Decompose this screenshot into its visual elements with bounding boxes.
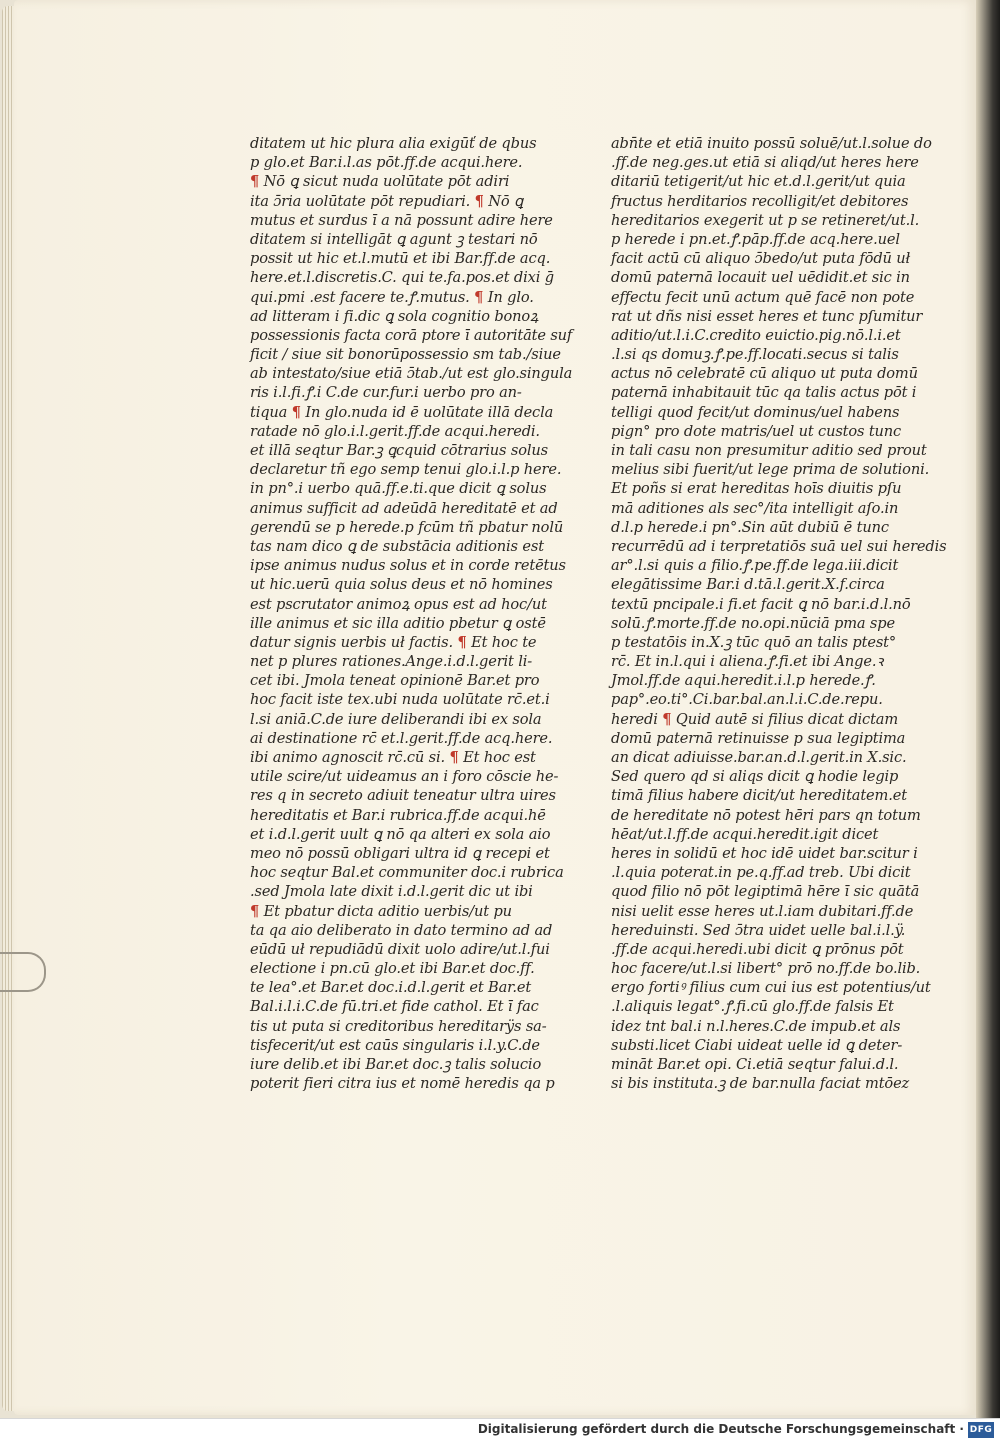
text-line: hēat/ut.l.ff.de acqui.heredit.igit dicet <box>611 825 879 843</box>
text-line: an dicat adiuisse.bar.an.d.l.gerit.in X.sic. <box>611 749 907 766</box>
text-line: si bis instituta.ꝫ de bar.nulla faciat mtōez <box>611 1075 910 1093</box>
text-line: pign° pro dote matris/uel ut custos tunc <box>611 422 902 440</box>
text-line: ergo fortiꝰ filius cum cui ius est potentius/ut <box>611 979 931 997</box>
text-line: Sed quero qd si aliqs dicit ꝗ hodie legip <box>611 768 899 786</box>
text-line: ratade nō glo.i.l.gerit.ff.de acqui.heredi. <box>250 422 540 440</box>
text-line: meo nō possū obligari ultra id ꝗ recepi et <box>250 844 550 862</box>
text-line: in pn°.i uerbo quā.ff.e.ti.que dicit ꝗ solus <box>250 480 547 498</box>
text-line: quod filio nō pōt legiptimā hēre ī sic quātā <box>611 883 920 901</box>
text-line: abn̄te et etiā inuito possū soluē/ut.l.solue do <box>611 135 932 152</box>
text-line: tiqua ¶ In glo.nuda id ē uolūtate illā decla <box>250 403 554 421</box>
text-line: et i.d.l.gerit uult ꝗ nō qa alteri ex sola aio <box>250 825 551 843</box>
text-line: mutus et surdus ī a nā possunt adire here <box>250 211 553 229</box>
text-line: ille animus et sic illa aditio pbetur ꝗ ostē <box>250 614 546 632</box>
text-line: mā aditiones als sec°/ita intelligit aſo.in <box>611 499 899 517</box>
text-line: rc̄. Et in.l.qui i aliena.ꝭ.fi.et ibi Ange.ꝛ <box>611 653 884 671</box>
text-line: ai destinatione rc̄ et.l.gerit.ff.de acq.here. <box>250 729 553 747</box>
text-line: aditio/ut.l.i.C.credito euictio.pig.nō.l.i.et <box>611 326 901 344</box>
text-line: idez tnt bal.i n.l.heres.C.de impub.et als <box>611 1017 901 1035</box>
text-line: possit ut hic et.l.mutū et ibi Bar.ff.de acq. <box>250 250 551 268</box>
text-line: et illā seqtur Bar.ꝫ ꝗcquid cōtrarius solus <box>250 442 548 459</box>
footer-credit: Digitalisierung gefördert durch die Deutsche Forschungsgemeinschaft · <box>477 1422 964 1436</box>
text-line: iure delib.et ibi Bar.et doc.ꝫ talis solucio <box>250 1056 542 1073</box>
text-line: here.et.l.discretis.C. qui te.fa.pos.et dixi ḡ <box>250 269 554 287</box>
text-line: ad litteram i fi.dic ꝗ sola cognitio bonoꝝ <box>250 307 539 325</box>
text-line: mināt Bar.et opi. Ci.etiā seqtur falui.d.l. <box>611 1056 899 1073</box>
text-line: melius sibi fuerit/ut lege prima de solutioni. <box>611 461 930 479</box>
text-line: Bal.i.l.i.C.de fū.tri.et fide cathol. Et ī fac <box>250 998 539 1016</box>
text-line: hereduinsti. Sed ɔ̄tra uidet uelle bal.i.l.ÿ. <box>611 921 906 939</box>
text-line: p testatōis in.X.ꝫ tūc quō an talis ptest° <box>611 633 897 651</box>
book-page <box>14 0 976 1415</box>
text-line: solū.ꝭ.morte.ff.de no.opi.nūciā pma spe <box>611 614 895 632</box>
text-line: res q in secreto adiuit teneatur ultra uires <box>250 787 556 805</box>
text-line: utile scire/ut uideamus an i foro cōscie he- <box>250 768 559 786</box>
text-line: ut hic.uerū quia solus deus et nō homines <box>250 576 553 594</box>
text-line: declaretur tñ ego semp tenui glo.i.l.p here. <box>250 461 562 479</box>
text-line: substi.licet Ciabi uideat uelle id ꝗ deter- <box>611 1036 903 1054</box>
text-line: heres in solidū et hoc idē uidet bar.scitur i <box>611 844 918 862</box>
text-line: p herede i pn.et.ꝭ.pāp.ff.de acq.here.uel <box>611 230 900 248</box>
text-line: hoc facere/ut.l.si libert° prō no.ff.de bo.lib. <box>611 960 921 978</box>
binding-edge <box>976 0 1000 1418</box>
left-text-column <box>250 134 573 1093</box>
text-line: ficit / siue sit bonorūpossessio sm tab./siue <box>250 346 561 364</box>
text-line: qui.pmi .est facere te.ꝭ.mutus. ¶ In glo. <box>250 288 534 306</box>
text-line: ris i.l.fi.ꝭ.i C.de cur.fur.i uerbo pro an- <box>250 384 522 402</box>
text-line: ita ɔ̄ria uolūtate pōt repudiari. ¶ Nō ꝗ <box>250 192 524 210</box>
text-line: actus nō celebratē cū aliquo ut puta domū <box>611 365 918 383</box>
text-line: pap°.eo.ti°.Ci.bar.bal.an.l.i.C.de.repu. <box>611 691 883 709</box>
footer-bar <box>0 1418 1000 1442</box>
text-line: heredi ¶ Quid autē si filius dicat dictam <box>611 710 899 728</box>
text-line: rat ut dñs nisi esset heres et tunc pſumitur <box>611 307 923 325</box>
text-line: tas nam dico ꝗ de substācia aditionis est <box>250 537 544 555</box>
text-line: facit actū cū aliquo ɔ̄bedo/ut puta fōdū uł <box>611 250 911 268</box>
text-line: ¶ Nō ꝗ sicut nuda uolūtate pōt adiri <box>250 173 510 191</box>
text-line: ar°.l.si quis a filio.ꝭ.pe.ff.de lega.iii.dicit <box>611 557 899 575</box>
text-line: ditariū tetigerit/ut hic et.d.l.gerit/ut quia <box>611 173 906 191</box>
text-line: datur signis uerbis uł factis. ¶ Et hoc te <box>250 633 537 651</box>
text-line: .l.si qs domuꝫ.ꝭ.pe.ff.locati.secus si talis <box>611 346 899 364</box>
text-line: elegātissime Bar.i d.tā.l.gerit.X.f.circa <box>611 576 885 594</box>
text-line: hoc facit iste tex.ubi nuda uolūtate rc̄.et.i <box>250 691 550 709</box>
text-line: net p plures rationes.Ange.i.d.l.gerit li- <box>250 653 533 671</box>
right-text-column <box>611 134 947 1093</box>
text-line: recurrēdū ad i terpretatiōs suā uel sui heredis <box>611 537 947 555</box>
text-line: te lea°.et Bar.et doc.i.d.l.gerit et Bar.et <box>250 979 532 997</box>
paper-clip <box>0 952 46 992</box>
text-line: ta qa aio deliberato in dato termino ad ad <box>250 921 553 939</box>
text-line: domū paternā retinuisse p sua legiptima <box>611 729 906 747</box>
text-line: .sed Jmola late dixit i.d.l.gerit dic ut ibi <box>250 883 533 901</box>
text-line: p glo.et Bar.i.l.as pōt.ff.de acqui.here. <box>250 154 523 172</box>
dfg-logo: DFG <box>968 1422 994 1438</box>
text-line: gerendū se p herede.p fcūm tñ pbatur nolū <box>250 518 564 536</box>
text-line: cet ibi. Jmola teneat opinionē Bar.et pro <box>250 672 540 690</box>
text-line: effectu fecit unū actum quē facē non pote <box>611 288 915 306</box>
text-line: nisi uelit esse heres ut.l.iam dubitari.ff.de <box>611 902 914 920</box>
text-line: possessionis facta corā ptore ī autoritāte suf <box>250 326 573 344</box>
text-line: ditatem ut hic plura alia exigūť de qbus <box>250 135 537 152</box>
text-line: Et poñs si erat hereditas hoīs diuitis pſu <box>611 480 902 498</box>
text-line: d.l.p herede.i pn°.Sin aūt dubiū ē tunc <box>611 518 889 536</box>
text-line: tisfecerit/ut est caūs singularis i.l.y.C.de <box>250 1036 540 1054</box>
text-line: .l.quia poterat.in pe.q.ff.ad treb. Ubi dicit <box>611 864 911 882</box>
text-line: eūdū uł repudiādū dixit uolo adire/ut.l.fui <box>250 940 550 958</box>
text-line: hereditatis et Bar.i rubrica.ff.de acqui.hē <box>250 806 546 824</box>
text-line: ditatem si intelligāt ꝗ agunt ꝫ testari nō <box>250 230 538 248</box>
text-line: domū paternā locauit uel uēdidit.et sic in <box>611 269 910 287</box>
text-line: .ff.de acqui.heredi.ubi dicit ꝗ prōnus pōt <box>611 940 904 958</box>
text-line: .l.aliquis legat°.ꝭ.fi.cū glo.ff.de falsis Et <box>611 998 894 1016</box>
text-line: textū pncipale.i fi.et facit ꝗ nō bar.i.d.l.nō <box>611 595 911 613</box>
text-line: poterit fieri citra ius et nomē heredis qa p <box>250 1075 555 1093</box>
text-line: ¶ Et pbatur dicta aditio uerbis/ut pu <box>250 902 512 920</box>
text-line: in tali casu non presumitur aditio sed prout <box>611 442 927 459</box>
text-line: hereditarios exegerit ut p se retineret/ut.l. <box>611 211 920 229</box>
text-line: hoc seqtur Bal.et communiter doc.i rubrica <box>250 864 564 882</box>
text-line: .ff.de neg.ges.ut etiā si aliqd/ut heres here <box>611 154 919 172</box>
text-line: telligi quod fecit/ut dominus/uel habens <box>611 403 900 421</box>
text-line: timā filius habere dicit/ut hereditatem.et <box>611 787 907 805</box>
text-line: electione i pn.cū glo.et ibi Bar.et doc.ff. <box>250 960 535 978</box>
text-line: ipse animus nudus solus et in corde retētus <box>250 557 566 575</box>
text-line: Jmol.ff.de aqui.heredit.i.l.p herede.ꝭ. <box>611 672 876 690</box>
text-line: est pscrutator animoꝝ opus est ad hoc/ut <box>250 595 547 613</box>
text-line: animus sufficit ad adeūdā hereditatē et ad <box>250 499 558 517</box>
text-line: de hereditate nō potest hēri pars qn totum <box>611 806 921 824</box>
text-line: ab intestato/siue etiā ɔ̄tab./ut est glo.singula <box>250 365 573 383</box>
text-line: fructus herditarios recolligit/et debitores <box>611 192 909 210</box>
text-line: paternā inhabitauit tūc qa talis actus pōt i <box>611 384 917 402</box>
text-line: l.si aniā.C.de iure deliberandi ibi ex sola <box>250 710 542 728</box>
text-line: ibi animo agnoscit rc̄.cū si. ¶ Et hoc est <box>250 749 536 766</box>
text-line: tis ut puta si creditoribus hereditarÿs sa- <box>250 1017 547 1035</box>
